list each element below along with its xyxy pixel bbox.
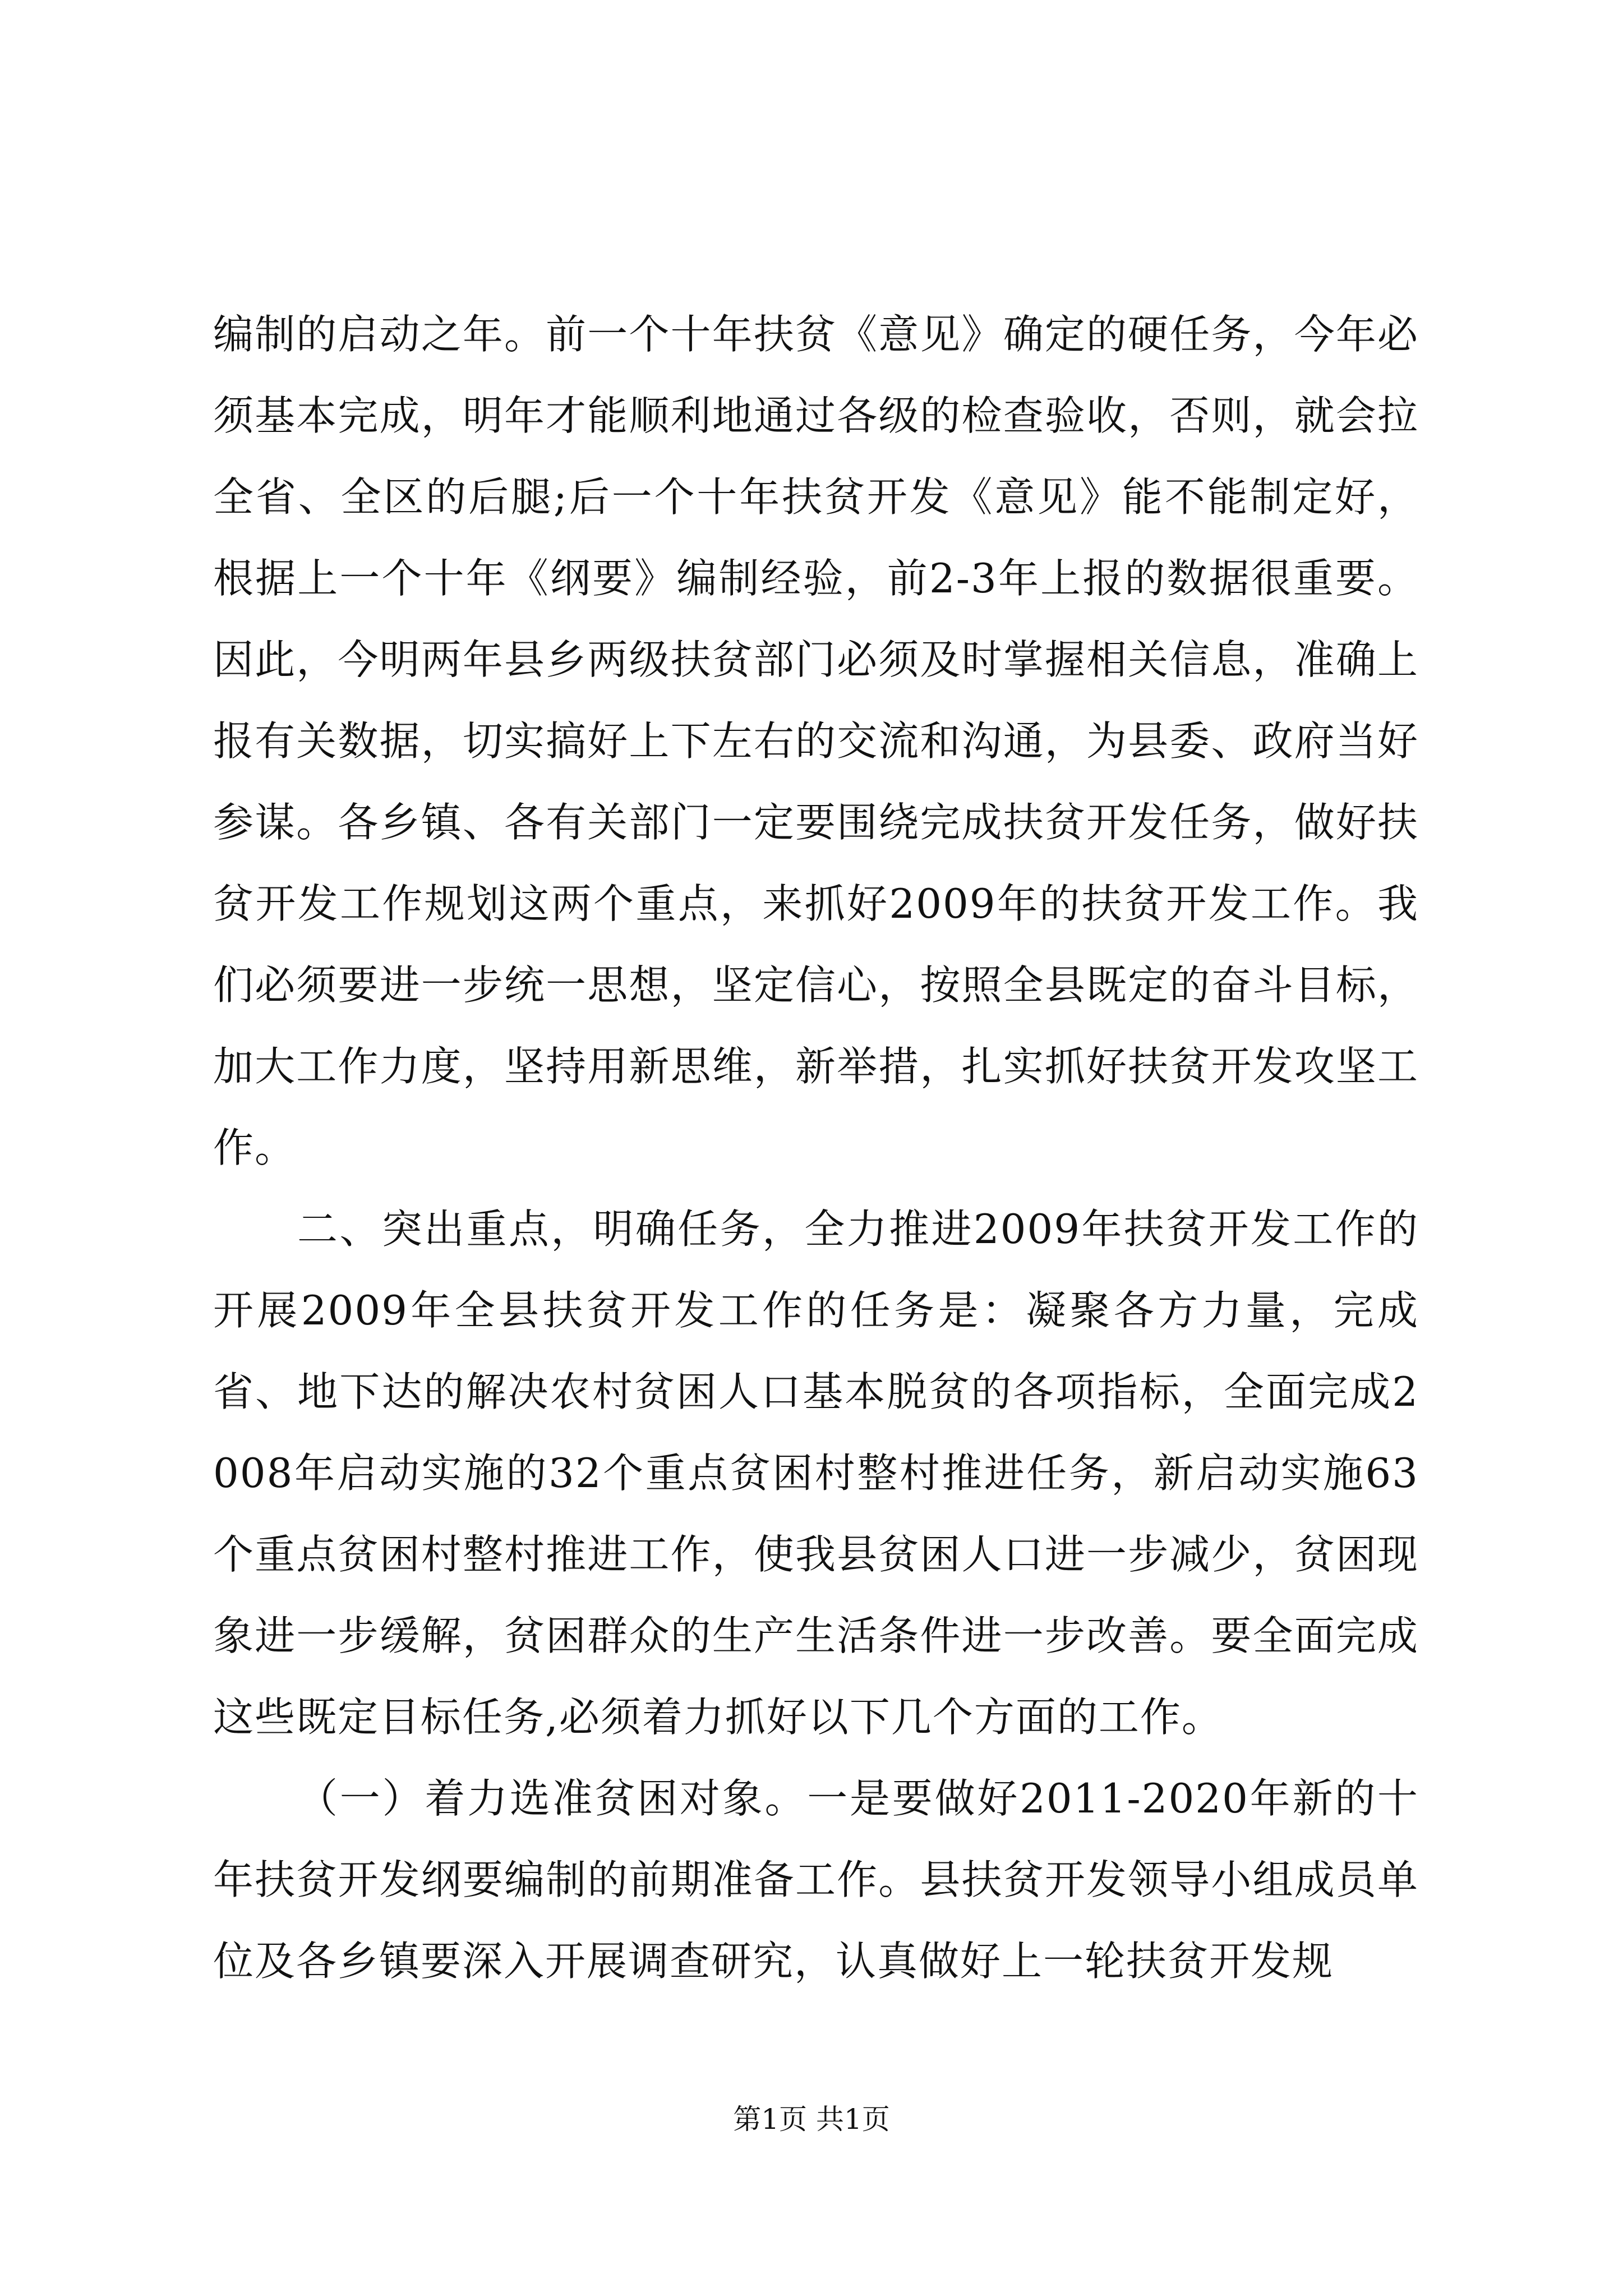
- document-body: [213, 294, 1419, 2002]
- paragraph-subsection-one: （一）着力选准贫困对象。一是要做好2011-2020年新的十年扶贫开发纲要编制的前期准备工作。县扶贫开发领导小组成员单位及各乡镇要深入开展调查研究，认真做好上一轮扶贫开发规: [213, 1775, 1419, 1985]
- page-number-footer: 第1页 共1页: [733, 2103, 890, 2136]
- paragraph-continuation: 编制的启动之年。前一个十年扶贫《意见》确定的硬任务，今年必须基本完成，明年才能顺利地通过各级的检查验收，否则，就会拉全省、全区的后腿;后一个十年扶贫开发《意见》能不能制定好，根据上一个十年《纲要》编制经验，前2-3年上报的数据很重要。因此，今明两年县乡两级扶贫部门必须及时掌握相关信息，准确上报有关数据，切实搞好上下左右的交流和沟通，为县委、政府当好参谋。各乡镇、各有关部门一定要围绕完成扶贫开发任务，做好扶贫开发工作规划这两个重点，来抓好2009年的扶贫开发工作。我们必须要进一步统一思想，坚定信心，按照全县既定的奋斗目标，加大工作力度，坚持用新思维，新举措，扎实抓好扶贫开发攻坚工作。: [213, 311, 1419, 1171]
- paragraph-section-two: 二、突出重点，明确任务，全力推进2009年扶贫开发工作的开展2009年全县扶贫开发工作的任务是：凝聚各方力量，完成省、地下达的解决农村贫困人口基本脱贫的各项指标，全面完成2008年启动实施的32个重点贫困村整村推进任务，新启动实施63个重点贫困村整村推进工作，使我县贫困人口进一步减少，贫困现象进一步缓解，贫困群众的生产生活条件进一步改善。要全面完成这些既定目标任务,必须着力抓好以下几个方面的工作。: [213, 1205, 1419, 1741]
